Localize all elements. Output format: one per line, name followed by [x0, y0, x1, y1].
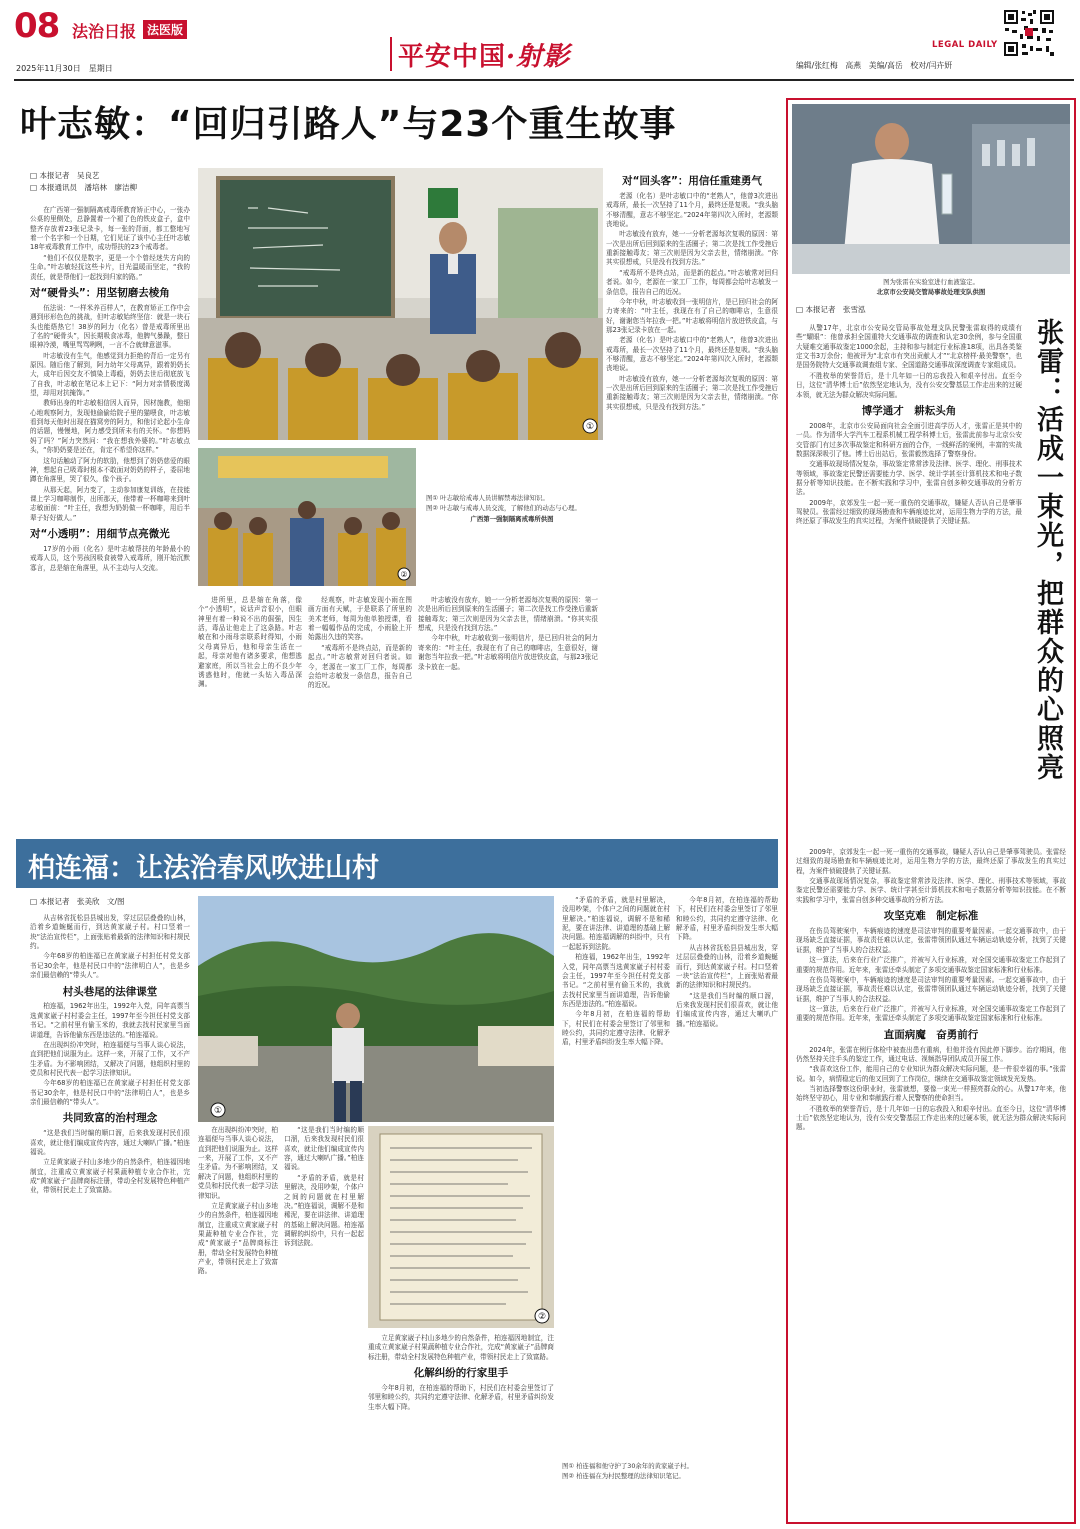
story1-reporter: □ 本报记者 吴良艺	[30, 171, 100, 180]
story3-photo-lab	[792, 104, 1070, 274]
svg-text:②: ②	[400, 570, 408, 579]
story2-para: “这是我们当时编的顺口溜，后来我发现村民们很喜欢，就让他们编成宣传内容，通过大喇叭广播。”柏连福说。	[30, 1129, 190, 1156]
story2-subhead: 共同致富的治村理念	[62, 1112, 158, 1125]
story2-para: 今年68岁的柏连福已在黄家崴子村担任村党支部书记30余年，他是村民口中的“法律明白人”，也是乡亲们最信赖的“带头人”。	[30, 952, 190, 980]
story2-para: 今年8月初，在柏连福的帮助下，村民们在村委会里签订了邻里和睦公约，共同约定遵守法律、化解矛盾，村里矛盾纠纷发生率大幅下降。	[562, 1010, 670, 1047]
story3-photo-credit: 北京市公安局交管局事故处理支队供图	[876, 287, 986, 296]
story2-byline: □ 本报记者 张美欣 文/图	[30, 897, 125, 906]
story1-para: 叶志敏没有放弃，她一一分析老源每次复吸的原因：第一次是出所后回到原来的生活圈子；第二次是找工作受挫后重新接触毒友；第三次则是因为父亲去世，情绪崩溃。“你其实很想戒，只是没有找到方法。”	[606, 230, 778, 267]
story1-subhead: 对“小透明”：用细节点亮微光	[30, 528, 170, 541]
story1-para: 这句话触动了阿力的软肋，他想到了奶奶慈爱的眼神，想起自己吸毒时根本不敢面对奶奶的样子，委屈地蹲在角落里，哭了很久，像个孩子。	[30, 456, 190, 484]
story1-para: 17岁的小雨（化名）是叶志敏帮扶的年龄最小的戒毒人员，这个男孩因吸食被带入戒毒所，刚开始沉默寡言，总是缩在角落里，从不主动与人交流。	[30, 544, 190, 572]
story2-para: 今年8月初，在柏连福的帮助下，村民们在村委会里签订了邻里和睦公约，共同约定遵守法律、化解矛盾，村里矛盾纠纷发生率大幅下降。	[368, 1383, 554, 1411]
story1-para: 经观察，叶志敏发现小雨在图画方面有天赋，于是联系了所里的美术老师，每周为他单独授课，看着一幅幅作品的完成，小雨脸上开始露出久违的笑容。	[308, 596, 412, 642]
column-banner	[398, 36, 570, 73]
story3-para: 从警17年，北京市公安局交管局事故处理支队民警张雷取得的成绩有些“耀眼”：他曾承担全国重特大交通事故的调查和认定30余例，参与全国重大疑难交通事故鉴定1000余起，主持和参与制定行业标准18项，出具各类鉴定文书3万余份；他被评为“北京市有突出贡献人才”“北京榜样·最美警察”，也是国务院特大交通事故调查组专家、全国道路交通事故深度调查专家组成员。	[796, 324, 1022, 370]
story1-col5	[606, 170, 778, 830]
masthead-rule	[14, 79, 1074, 81]
story3-para: 交通事故现场情况复杂，事故鉴定常常涉及法律、医学、理化、刑事技术等领域，事故鉴定民警还需要能力学、医学、统计学甚至计算机技术和电子数据分析等知识技能。在不断实践和学习中，张雷自创多种交通事故的分析方法。	[796, 460, 1022, 497]
story1-para: 从那天起，阿力变了，主动参加康复训练，在技能课上学习咖啡制作，出所那天，他带着一杯咖啡来到叶志敏面前：“叶主任，我想为奶奶做一杯咖啡，用后半辈子好好做人。”	[30, 485, 190, 522]
story2-col4	[368, 1334, 554, 1518]
svg-text:①: ①	[585, 422, 595, 432]
story1-para: 叶志敏没有放弃，她一一分析老源每次复吸的原因：第一次是出所后回到原来的生活圈子；第二次是找工作受挫后重新接触毒友；第三次则是因为父亲去世，情绪崩溃。“你其实很想戒，只是没有找到方法。”	[418, 596, 598, 633]
story2-col5	[562, 896, 670, 1456]
story3-para: 不胜枚举的荣誉背后，是十几年如一日的忘我投入和艰辛付出。直至今日，这位“清华博士后”依然坚定地认为，没有公安交警基层工作走出来的过硬本领，就无法为群众解决实际问题。	[796, 1104, 1066, 1132]
story1-subhead: 对“回头客”：用信任重建勇气	[622, 175, 762, 187]
story3-byline: □ 本报记者 张雪泓	[796, 305, 866, 314]
svg-text:②: ②	[537, 1312, 547, 1322]
paper-name: 法治日报	[72, 22, 137, 41]
story1-caption-2: 图② 叶志敏与戒毒人员交流，了解他们的动态与心理。	[426, 503, 581, 512]
column-suffix: ·射影	[506, 42, 571, 72]
story3-para: 2008年，北京市公安局面向社会全面引进高学历人才，张雷正是其中的一员。作为清华大学汽车工程系机械工程学科博士后，张雷此前参与北京公安交管部门有过多次事故鉴定和科研方面的合作，一线鲜活的案例，丰富的实战数据深深吸引了他。博士后出站后，张雷毅然选择了警察身份。	[796, 421, 1022, 458]
story2-para: 在出现纠纷冲突时，柏连福便与当事人谈心说法，直到把他们说服为止。这样一来，开展了工作，又不产生矛盾。为不影响团结，又解决了问题，他组织村里的党员和村民代表一起学习法律知识。	[30, 1040, 190, 1077]
story2-para: 今年8月初，在柏连福的帮助下，村民们在村委会里签订了邻里和睦公约，共同约定遵守法律、化解矛盾，村里矛盾纠纷发生率大幅下降。	[676, 896, 778, 942]
story3-para: 这一算法，后来在行业广泛推广，并被写入行业标准，对全国交通事故鉴定工作起到了重要的规范作用。近年来，张雷还牵头制定了多项交通事故鉴定国家标准和行业标准。	[796, 956, 1066, 974]
story2-col1	[30, 914, 190, 1518]
story2-headline: 柏连福：让法治春风吹进山村	[28, 853, 379, 884]
story1-col2	[198, 596, 302, 830]
story1-col3	[308, 596, 412, 830]
banner-divider	[390, 37, 392, 71]
story1-byline	[30, 170, 190, 194]
story1-photo-group	[198, 448, 416, 586]
story1-photo-classroom	[198, 168, 603, 440]
story2-subhead: 村头巷尾的法律课堂	[62, 985, 158, 998]
story3-para: 在伤员驾驶案中，车辆痕迹的速度是司法审判的重要考量因素。一起交通事故中，由于现场缺乏直接证据，事故责任难以认定，张雷带领团队通过车辆运动轨迹分析，找到了关键证据，维护了当事人的合法权益。	[796, 927, 1066, 954]
story2-para: “矛盾的矛盾，就是村里解决，没用吵架，个体户之间的问题就在村里解决。”柏连福说，调解不是和稀泥，要在讲法律、讲道理的基础上解决问题。柏连福调解的纠纷中，只有一起起诉到法院。	[284, 1173, 364, 1248]
story1-correspondent: □ 本报通讯员 潘培林 廖洁柳	[30, 183, 137, 192]
story3-para: 在伤员驾驶案中，车辆痕迹的速度是司法审判的重要考量因素。一起交通事故中，由于现场缺乏直接证据，事故责任难以认定，张雷带领团队通过车辆运动轨迹分析，找到了关键证据，维护了当事人的合法权益。	[796, 975, 1066, 1003]
story2-col2	[198, 1126, 278, 1518]
story3-subhead: 直面病魔 奋勇前行	[883, 1028, 979, 1041]
story2-para: 在出现纠纷冲突时，柏连福便与当事人谈心说法，直到把他们说服为止。这样一来，开展了工作，又不产生矛盾。为不影响团结，又解决了问题，他组织村里的党员和村民代表一起学习法律知识。	[198, 1126, 278, 1200]
story1-photo-credit: 广西第一强制隔离戒毒所供图	[470, 515, 554, 524]
editor-credits: 编辑/张红梅 高燕 美编/高岳 校对/闫卉妍	[796, 61, 953, 70]
story2-photo-notebook	[368, 1126, 554, 1328]
story3-subhead: 攻坚克难 制定标准	[883, 910, 979, 923]
page-number: 08	[14, 6, 60, 46]
story3-para: “我喜欢这份工作，能用自己的专业知识为群众解决实际问题，是一件很幸福的事。”张雷说。如今，病情稳定后的他又回到了工作岗位，继续在交通事故鉴定领域发光发热。	[796, 1065, 1066, 1083]
story2-caption-1: 图① 柏连福和他守护了30余年的黄家崴子村。	[562, 1462, 693, 1470]
story1-para: 在广西第一强制隔离戒毒所教育矫正中心，一张办公桌的里侧处，总静置着一个褪了色的铁皮盒子，盒中整齐存放着23张记录卡，每一张的背面，都工整地写着一个名字和一个日期，它们见证了该中心主任叶志敏18年戒毒教育工作中，成功帮扶的23个戒毒者。	[30, 206, 190, 252]
story3-col-lower	[796, 848, 1066, 1518]
issue-date: 2025年11月30日 星期日	[16, 64, 113, 73]
story2-banner	[16, 839, 778, 888]
story1-para: 今年中秋，叶志敏收到一张明信片，是已回归社会的阿力寄来的：“叶主任，我现在有了自己的咖啡店，生意很好，谢谢您当年拉我一把。”叶志敏将明信片放进铁皮盒，与那23张记录卡放在一起。	[606, 297, 778, 334]
story2-para: 立足黄家崴子村山多地少的自然条件，柏连福因地制宜，注重成立黄家崴子村果蔬种植专业合作社，完成“黄家崴子”品牌商标注册，带动全村发展特色种植产业，带领村民走上了致富路。	[198, 1201, 278, 1276]
story1-caption-1: 图① 叶志敏给戒毒人员讲解禁毒法律知识。	[426, 494, 549, 502]
story3-para: 交通事故现场情况复杂，事故鉴定常常涉及法律、医学、理化、刑事技术等领域，事故鉴定民警还需要能力学、医学、统计学甚至计算机技术和电子数据分析等知识技能。在不断实践和学习中，张雷自创多种交通事故的分析方法。	[796, 877, 1066, 904]
story2-para: 立足黄家崴子村山多地少的自然条件，柏连福因地制宜，注重成立黄家崴子村果蔬种植专业合作社，完成“黄家崴子”品牌商标注册，带动全村发展特色种植产业，带领村民走上了致富路。	[30, 1158, 190, 1195]
story1-para: 叶志敏没有放弃，她一一分析老源每次复吸的原因：第一次是出所后回到原来的生活圈子；第二次是找工作受挫后重新接触毒友；第三次则是因为父亲去世，情绪崩溃。“你其实很想戒，只是没有找到方法。”	[606, 374, 778, 411]
story2-para: “这是我们当时编的顺口溜，后来我发现村民们很喜欢，就让他们编成宣传内容，通过大喇叭广播。”柏连福说。	[676, 991, 778, 1028]
story3-col-upper	[796, 324, 1022, 842]
paper-edition: 法医版	[143, 20, 187, 39]
story1-captions	[426, 494, 598, 525]
story2-photo-village	[198, 896, 554, 1122]
story2-col6	[676, 896, 778, 1456]
story2-para: 柏连福，1962年出生，1992年入党，同年高票当选黄家崴子村村委会主任，1997年至今担任村党支部书记。“之前村里有偷玉米的，我就去找村民家里当面讲道理，告诉他偷东西是违法的。”柏连福说。	[30, 1002, 190, 1039]
qr-code-icon	[1002, 8, 1056, 58]
story2-para: 从吉林省抚松县县城出发，穿过层层叠叠的山林，沿着乡道蜿蜒而行，到达黄家崴子村。村口竖着一块“法治宣传栏”，上面张贴着最新的法律知识和村规民约。	[676, 943, 778, 990]
story2-para: 今年68岁的柏连福已在黄家崴子村担任村党支部书记30余年，他是村民口中的“法律明白人”，也是乡亲们最信赖的“带头人”。	[30, 1079, 190, 1107]
story2-para: “矛盾的矛盾，就是村里解决，没用吵架，个体户之间的问题就在村里解决。”柏连福说，调解不是和稀泥，要在讲法律、讲道理的基础上解决问题。柏连福调解的纠纷中，只有一起起诉到法院。	[562, 896, 670, 951]
story3-subhead: 博学通才 耕耘头角	[861, 404, 957, 417]
story2-para: 从吉林省抚松县县城出发，穿过层层叠叠的山林，沿着乡道蜿蜒而行，到达黄家崴子村。村口竖着一块“法治宣传栏”，上面张贴着最新的法律知识和村规民约。	[30, 914, 190, 951]
story1-para: 伍法说：“一样米养百样人”，在教育矫正工作中会遇到形形色色的挑战，但叶志敏始终坚信：就是一块石头也能焐热它！38岁的阿力（化名）曾是戒毒所里出了名的“硬骨头”，因长期吸食冰毒，他脾气暴躁，整日眼神冷漠，嘴里骂骂咧咧，一言不合就肆意滋事。	[30, 303, 190, 350]
story2-col3	[284, 1126, 364, 1518]
story1-col1	[30, 206, 190, 830]
story2-para: 柏连福，1962年出生，1992年入党，同年高票当选黄家崴子村村委会主任，1997年至今担任村党支部书记。“之前村里有偷玉米的，我就去找村民家里当面讲道理，告诉他偷东西是违法的。”柏连福说。	[562, 953, 670, 1008]
story1-para: “戒毒所不是终点站，而是新的起点。”叶志敏常对回归者说。如今，老源在一家工厂工作，每周都会给叶志敏发一条信息，报告自己的近况。	[606, 268, 778, 296]
story1-col4	[418, 596, 598, 830]
story3-para: 2009年，京郊发生一起一死一重伤的交通事故，嫌疑人否认自己是肇事驾驶员。张雷经过细致的现场勘查和车辆痕迹比对，运用生物力学的方法，最终还原了事故发生的真实过程，为案件侦破提供了关键证据。	[796, 848, 1066, 875]
story1-para: 老源（化名）是叶志敏口中的“老熟人”，他曾3次进出戒毒所，最长一次坚持了11个月，最终还是复吸。“我头脑不够清醒，意志不够坚定。”2024年第四次入所时，老源颓丧地说。	[606, 336, 778, 373]
story3-para: 2009年，京郊发生一起一死一重伤的交通事故，嫌疑人否认自己是肇事驾驶员。张雷经过细致的现场勘查和车辆痕迹比对，运用生物力学的方法，最终还原了事故发生的真实过程，为案件侦破提供了关键证据。	[796, 498, 1022, 526]
story1-para: 进所里，总是缩在角落，像个“小透明”，说话声音很小，但眼神里有着一种说不出的倔强，因生活，毒品让他走上了这条路。叶志敏在和小雨母亲联系时得知，小雨父母离异后，他和母亲生活在一起，母亲对他有诸多要求，他想逃避家庭，所以当社会上的不良少年诱惑他时，他就一头钻入毒品深渊。	[198, 596, 302, 689]
story1-para: “戒毒所不是终点站，而是新的起点。”叶志敏常对回归者说。如今，老源在一家工厂工作，每周都会给叶志敏发一条信息，报告自己的近况。	[308, 643, 412, 690]
story1-para: 教师出身的叶志敏相信因人而异，因材施教，他细心地观察阿力，发现他偷偷给院子里的猫喂食，叶志敏看到每天他时出现在猫窝旁的阿力，和他讨论起小生命的话题，慢慢地，阿力感受到所未有的关怀。“你想妈妈了吗？”阿力突然问：“我在想我外婆的。”叶志敏点头，“你奶奶要是还在，肯定不希望你这样。”	[30, 399, 190, 455]
story1-headline: 叶志敏：“回归引路人”与23个重生故事	[20, 104, 677, 145]
story1-para: 叶志敏没有生气，他感觉到力拒绝的背后一定另有原因。随后他了解到，阿力幼年父母离异，跟着奶奶长大，成年后因交友不慎染上毒瘾，奶奶去世后彻底放飞了自我，叶志敏在笔记本上记下：“阿力对亲情极度渴望，却用对抗掩饰。”	[30, 351, 190, 398]
story2-captions	[562, 1462, 778, 1481]
story1-para: “他们不仅仅是数字，更是一个个曾经迷失方向的生命。”叶志敏轻抚这些卡片，目光温暖而坚定，“我的责任，就是帮他们一起找到归家的路。”	[30, 253, 190, 281]
story3-caption: 图为张雷在实验室进行血液鉴定。	[883, 278, 979, 286]
story2-caption-2: 图② 柏连福在为村民整理的法律知识笔记。	[562, 1471, 685, 1480]
story3-para: 当初选择警察这份职业时，张雷就想，要像一束光一样照亮群众的心。从警17年来，他始终坚守初心，用专业和奉献践行着人民警察的使命担当。	[796, 1085, 1066, 1103]
story2-subhead: 化解纠纷的行家里手	[413, 1367, 509, 1380]
svg-text:①: ①	[213, 1106, 223, 1116]
legal-daily-label: LEGAL DAILY	[932, 40, 998, 50]
story3-captions	[792, 278, 1070, 297]
story1-subhead: 对“硬骨头”：用坚韧磨去棱角	[30, 286, 170, 299]
story3-para: 这一算法，后来在行业广泛推广，并被写入行业标准，对全国交通事故鉴定工作起到了重要的规范作用。近年来，张雷还牵头制定了多项交通事故鉴定国家标准和行业标准。	[796, 1004, 1066, 1023]
story3-headline: 张雷：活成一束光，把群众的心照亮	[1032, 318, 1063, 782]
story2-para: 立足黄家崴子村山多地少的自然条件，柏连福因地制宜，注重成立黄家崴子村果蔬种植专业合作社，完成“黄家崴子”品牌商标注册，带动全村发展特色种植产业，带领村民走上了致富路。	[368, 1334, 554, 1361]
masthead	[0, 0, 1080, 85]
story1-para: 今年中秋，叶志敏收到一张明信片，是已回归社会的阿力寄来的：“叶主任，我现在有了自己的咖啡店，生意很好，谢谢您当年拉我一把。”叶志敏将明信片放进铁皮盒，与那23张记录卡放在一起。	[418, 634, 598, 671]
story2-para: “这是我们当时编的顺口溜，后来我发现村民们很喜欢，就让他们编成宣传内容，通过大喇叭广播。”柏连福说。	[284, 1126, 364, 1172]
column-title: 平安中国	[398, 42, 507, 72]
story1-para: 老源（化名）是叶志敏口中的“老熟人”，他曾3次进出戒毒所，最长一次坚持了11个月，最终还是复吸。“我头脑不够清醒，意志不够坚定。”2024年第四次入所时，老源颓丧地说。	[606, 191, 778, 228]
story3-para: 2024年，张雷在例行体检中被查出患有重病，但他并没有因此停下脚步。治疗期间，他仍然坚持关注手头的鉴定工作，通过电话、视频指导团队成员开展工作。	[796, 1045, 1066, 1063]
story3-para: 不胜枚举的荣誉背后，是十几年如一日的忘我投入和艰辛付出。直至今日，这位“清华博士后”依然坚定地认为，没有公安交警基层工作走出来的过硬本领，就无法为群众解决实际问题。	[796, 371, 1022, 399]
